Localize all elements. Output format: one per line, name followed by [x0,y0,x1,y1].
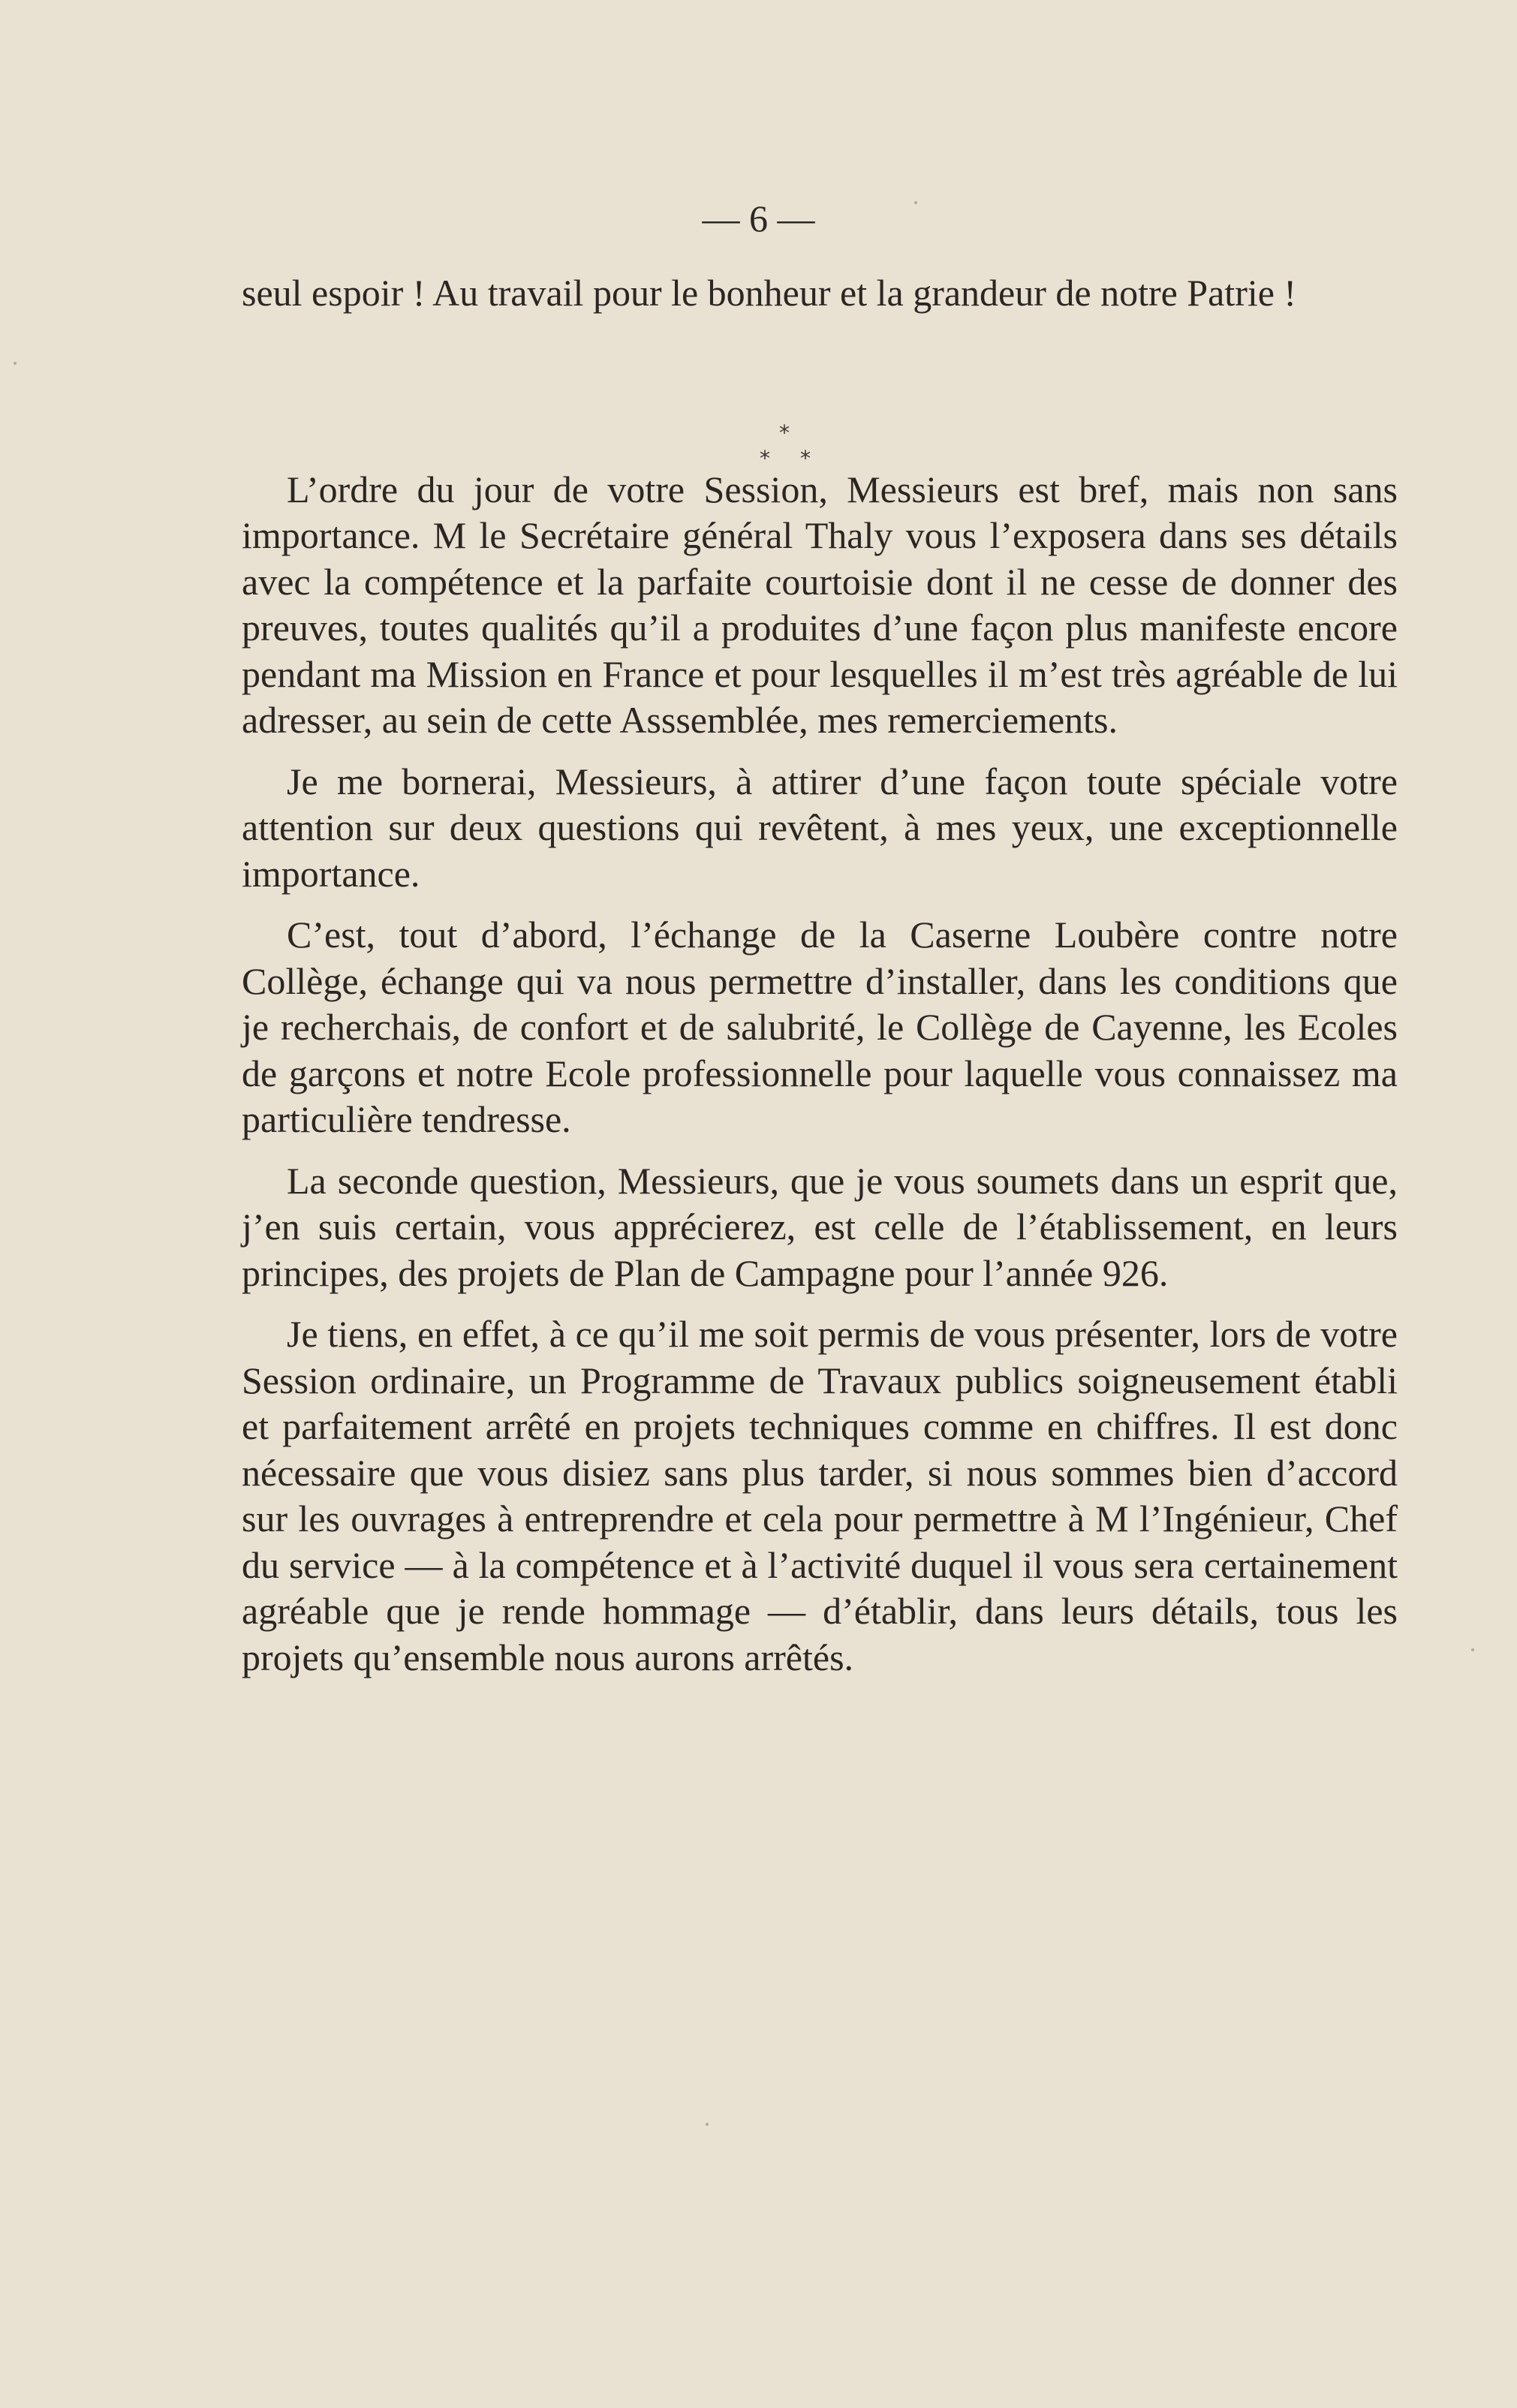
body-text [242,270,1398,1681]
paragraph-caserne-exchange: C’est, tout d’abord, l’échange de la Caserne Loubère contre notre Collège, échange qui va nous permettre d’installer, dans les conditions que je recherchais, de confort et de salubrité, le Collège de Cayenne, les Ecoles de garçons et notre Ecole professionnelle pour laquelle vous connaissez ma particulière tendresse. [242,914,1398,1140]
paragraph-continuation: seul espoir ! Au travail pour le bonheur et la grandeur de notre Patrie ! [242,272,1297,314]
paper-speck [1471,1648,1474,1651]
paragraph-order-of-day: L’ordre du jour de votre Session, Messieurs est bref, mais non sans importance. M le Secrétaire général Thaly vous l’exposera dans ses détails avec la compétence et la parfaite courtoisie dont il ne cesse de donner des preuves, toutes qualités qu’il a produites d’une façon plus manifeste encore pendant ma Mission en France et pour lesquelles il m’est très agréable de lui adresser, au sein de cette Asssemblée, mes remerciements. [242,468,1398,741]
paragraph-travaux-publics: Je tiens, en effet, à ce qu’il me soit permis de vous présenter, lors de votre Session ordinaire, un Programme de Travaux publics soigneusement établi et parfaitement arrêté en projets techniques comme en chiffres. Il est donc nécessaire que vous disiez sans plus tarder, si nous sommes bien d’accord sur les ouvrages à entreprendre et cela pour permettre à M l’Ingénieur, Chef du service — à la compétence et à l’activité duquel il vous sera certainement agréable que je rende hommage — d’établir, dans leurs détails, tous les projets qu’ensemble nous aurons arrêtés. [242,1313,1398,1678]
asterism-star: * [800,446,811,471]
section-break [242,317,1398,467]
paper-speck [706,2123,709,2126]
paper-speck [14,362,17,365]
paragraph-plan-campagne: La seconde question, Messieurs, que je vous soumets dans un esprit que, j’en suis certain, vous apprécierez, est celle de l’établissement, en leurs principes, des projets de Plan de Campagne pour l’année 926. [242,1159,1398,1294]
paragraph-two-questions: Je me bornerai, Messieurs, à attirer d’une façon toute spéciale votre attention sur deux questions qui revêtent, à mes yeux, une exceptionnelle importance. [242,760,1398,895]
paper-speck [914,201,917,204]
asterism-star: * [760,446,770,471]
asterism-star: * [779,420,790,445]
page-number: — 6 — [702,197,815,239]
